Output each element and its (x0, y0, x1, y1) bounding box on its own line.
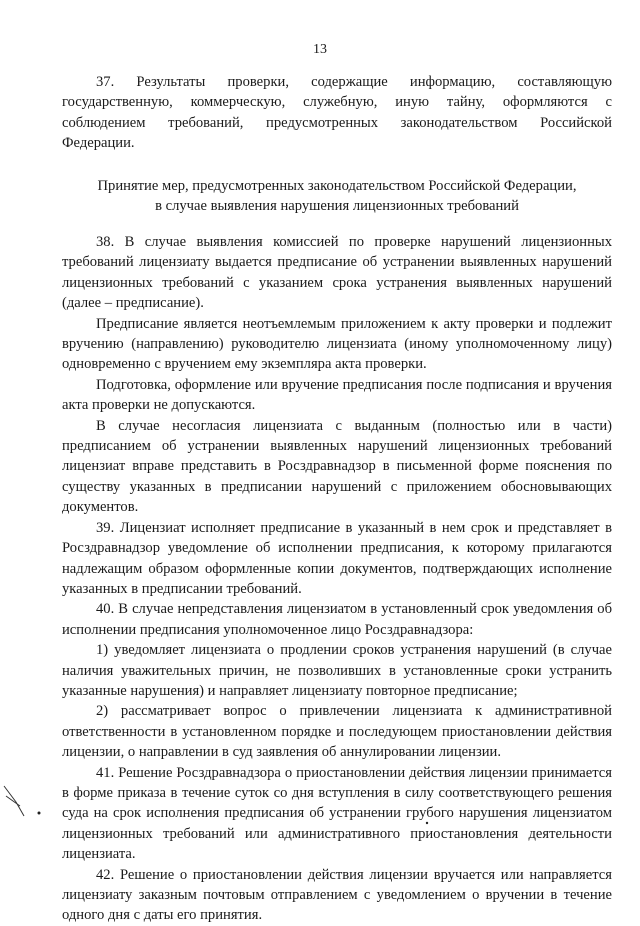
heading-line-2: в случае выявления нарушения лицензионных требований (155, 198, 519, 215)
paragraph-40-item-1: 1) уведомляет лицензиата о продлении сроков устранения нарушений (в случае наличия уважительных причин, не позволивших в установленные сроки устранить указанные нарушения) и направляет лицензиату повторное предписание; (62, 642, 612, 699)
paragraph-40: 40. В случае непредставления лицензиатом в установленный срок уведомления об исполнении предписания уполномоченное лицо Росздравнадзора: (62, 601, 612, 638)
paragraph-38-disagreement: В случае несогласия лицензиата с выданным (полностью или в части) предписанием об устранении выявленных нарушений лицензионных требований лицензиат вправе представить в Росздравнадзор в письменной форме пояснения по существу указанных в предписании нарушений с приложением обосновывающих документов. (62, 417, 612, 516)
heading-line-1: Принятие мер, предусмотренных законодательством Российской Федерации, (97, 178, 577, 194)
section-heading (62, 176, 612, 217)
paragraph-38-attachment: Предписание является неотъемлемым приложением к акту проверки и подлежит вручению (направлению) руководителю лицензиата (иному уполномоченному лицу) одновременно с вручением ему экземпляра акта проверки. (62, 315, 612, 373)
paragraph-38-preparation: Подготовка, оформление или вручение предписания после подписания и вручения акта проверки не допускаются. (62, 376, 612, 414)
section-body (62, 232, 612, 926)
page-number: 13 (313, 42, 327, 57)
paragraph-42: 42. Решение о приостановлении действия лицензии вручается или направляется лицензиату заказным почтовым отправлением с уведомлением о вручении в течение одного дня с даты его принятия. (62, 866, 612, 924)
dot-mark-icon (36, 810, 42, 816)
pen-mark-icon (2, 782, 32, 822)
dot-mark-icon (424, 820, 430, 826)
paragraph-41: 41. Решение Росздравнадзора о приостановлении действия лицензии принимается в форме приказа в течение суток со дня вступления в силу соответствующего решения суда на срок исполнения предписания об устранении грубого нарушения лицензиатом лицензионных требований или административного приостановления деятельности лицензиата. (62, 764, 612, 863)
paragraph-40-item-2: 2) рассматривает вопрос о привлечении лицензиата к административной ответственности в установленном порядке и последующем приостановлении действия лицензии, о направлении в суд заявления об аннулировании лицензии. (62, 703, 612, 761)
paragraph-39: 39. Лицензиат исполняет предписание в указанный в нем срок и представляет в Росздравнадзор уведомление об исполнении предписания, к которому прилагаются надлежащим образом оформленные копии документов, подтверждающих исполнение указанных в предписании требований. (62, 519, 612, 597)
paragraph-37: 37. Результаты проверки, содержащие информацию, составляющую государственную, коммерческую, служебную, иную тайну, оформляются с соблюдением требований, предусмотренных законодательством Российской Федерации. (62, 74, 612, 152)
section-37 (62, 72, 612, 154)
paragraph-38: 38. В случае выявления комиссией по проверке нарушений лицензионных требований лицензиату выдается предписание об устранении выявленных нарушений лицензионных требований с указанием срока устранения выявленных нарушений (далее – предписание). (62, 234, 612, 312)
